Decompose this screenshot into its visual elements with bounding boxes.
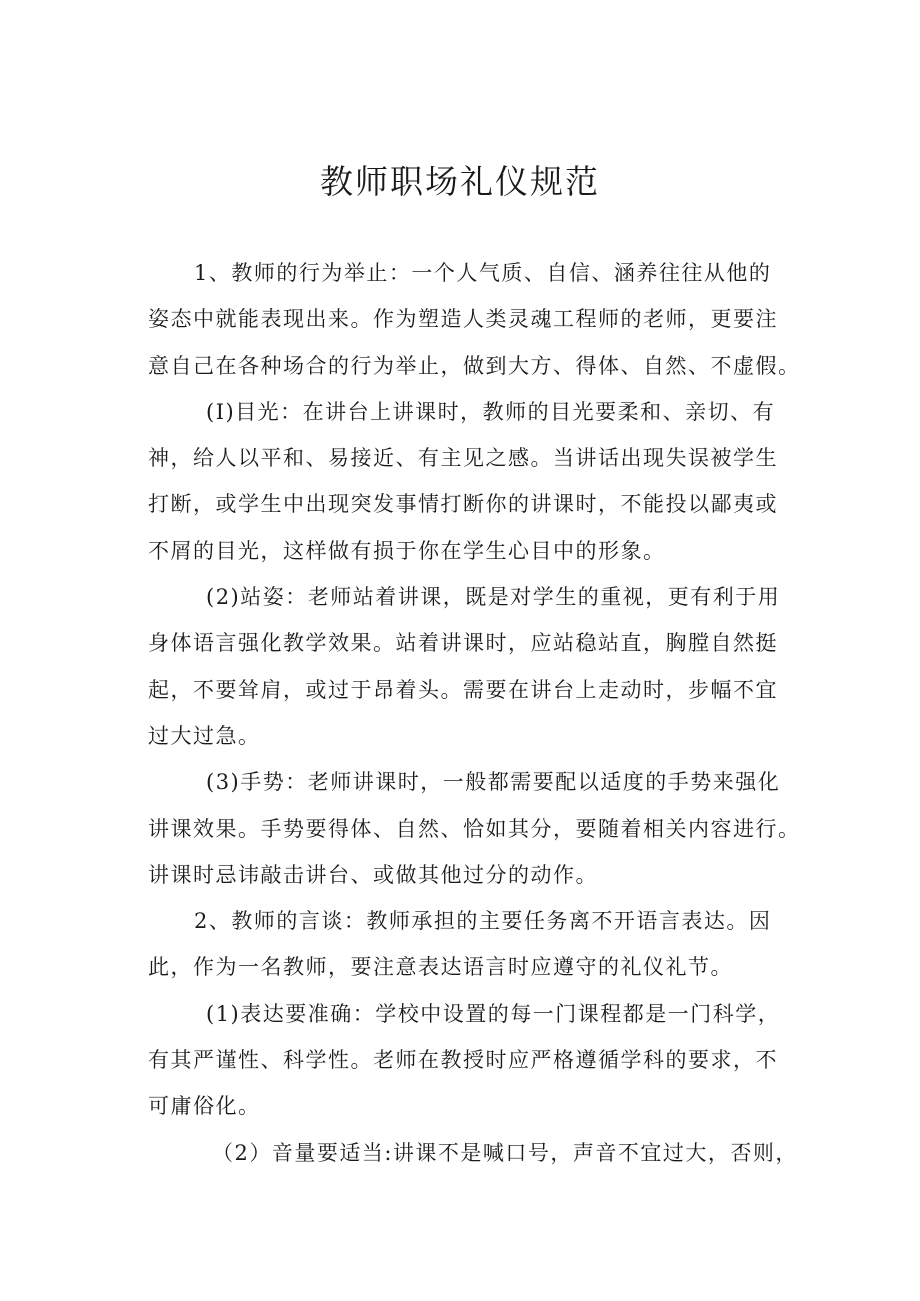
text-line: 起，不要耸肩，或过于昂着头。需要在讲台上走动时，步幅不宜: [148, 677, 778, 702]
text-line: 2、教师的言谈：教师承担的主要任务离不开语言表达。因: [194, 909, 772, 934]
text-line: 姿态中就能表现出来。作为塑造人类灵魂工程师的老师，更要注: [148, 307, 778, 332]
text-line: 讲课效果。手势要得体、自然、恰如其分，要随着相关内容进行。: [148, 816, 801, 841]
text-line: (2)站姿：老师站着讲课，既是对学生的重视，更有利于用: [206, 585, 781, 610]
text-line: 1、教师的行为举止：一个人气质、自信、涵养往往从他的: [194, 261, 772, 285]
text-line: （2）音量要适当:讲课不是喊口号，声音不宜过大，否则，: [212, 1140, 798, 1165]
text-line: (3)手势：老师讲课时，一般都需要配以适度的手势来强化: [206, 770, 781, 795]
text-line: (I)目光：在讲台上讲课时，教师的目光要柔和、亲切、有: [206, 399, 776, 424]
text-line: 神，给人以平和、易接近、有主见之感。当讲话出现失误被学生: [148, 446, 778, 471]
text-line: 有其严谨性、科学性。老师在教授时应严格遵循学科的要求，不: [148, 1048, 778, 1073]
text-line: 意自己在各种场合的行为举止，做到大方、得体、自然、不虚假。: [148, 353, 801, 378]
document-body: [148, 250, 808, 1176]
document-title: 教师职场礼仪规范: [320, 162, 600, 201]
text-line: 打断，或学生中出现突发事情打断你的讲课时，不能投以鄙夷或: [148, 492, 778, 517]
text-line: 过大过急。: [148, 723, 261, 748]
text-line: (1)表达要准确：学校中设置的每一门课程都是一门科学，: [206, 1001, 781, 1026]
text-line: 不屑的目光，这样做有损于你在学生心目中的形象。: [148, 538, 666, 563]
text-line: 讲课时忌讳敲击讲台、或做其他过分的动作。: [148, 862, 598, 887]
text-line: 身体语言强化教学效果。站着讲课时，应站稳站直，胸膛自然挺: [148, 631, 778, 656]
text-line: 可庸俗化。: [148, 1094, 261, 1119]
text-line: 此，作为一名教师，要注意表达语言时应遵守的礼仪礼节。: [148, 955, 733, 980]
